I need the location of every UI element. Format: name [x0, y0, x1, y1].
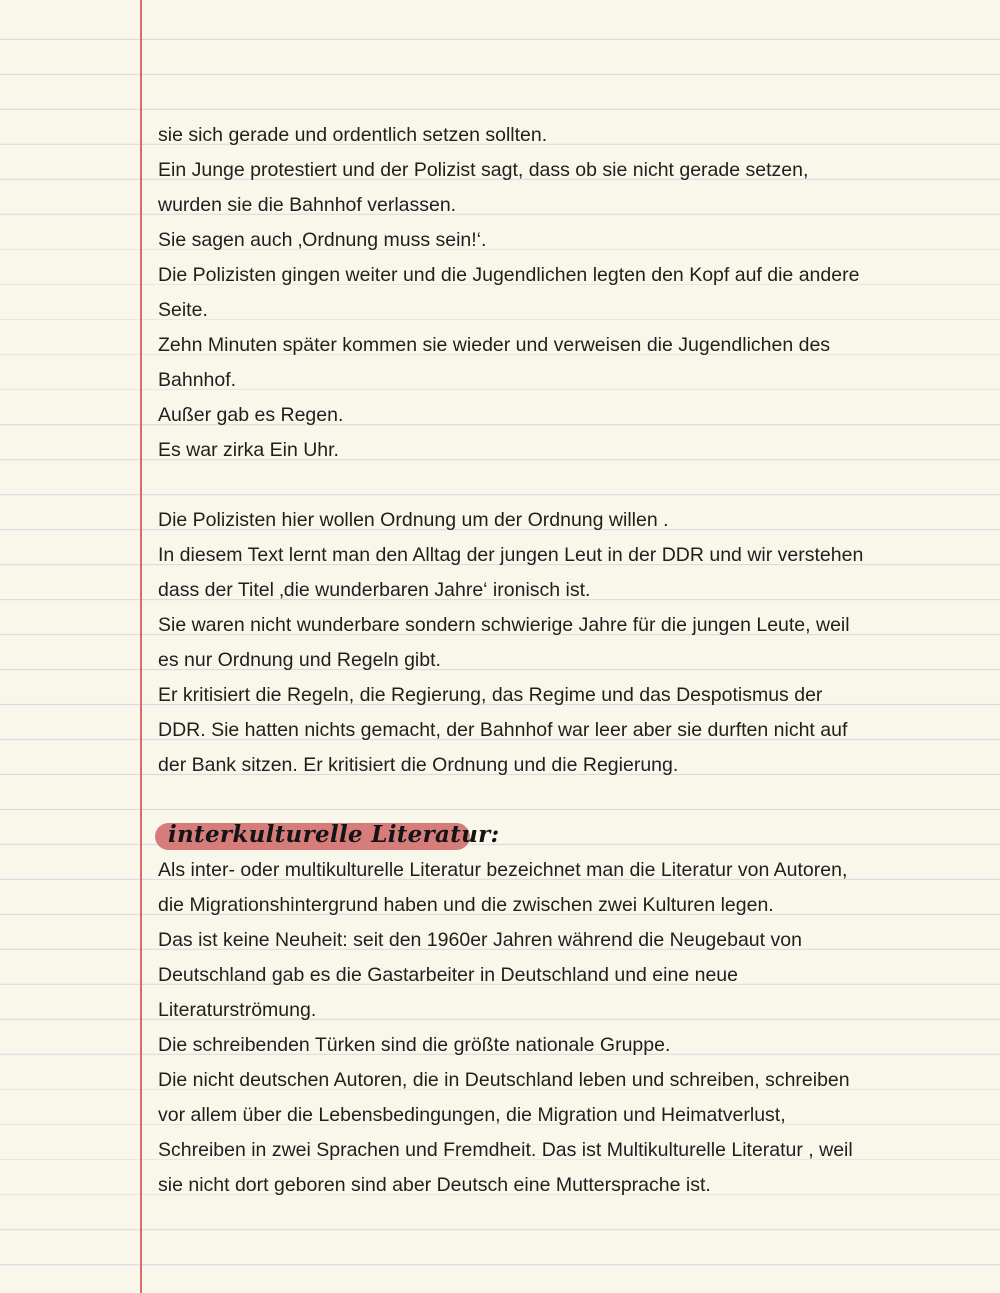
text-line: der Bank sitzen. Er kritisiert die Ordnung und die Regierung. — [158, 754, 679, 776]
blank-line — [158, 468, 958, 503]
text-line: Seite. — [158, 299, 208, 321]
text-line: sie nicht dort geboren sind aber Deutsch eine Muttersprache ist. — [158, 1174, 711, 1196]
text-line: Die schreibenden Türken sind die größte nationale Gruppe. — [158, 1034, 671, 1056]
heading-text: interkulturelle Literatur: — [168, 821, 500, 848]
text-line: Die nicht deutschen Autoren, die in Deutschland leben und schreiben, schreiben — [158, 1069, 850, 1091]
paragraph-interpretation — [158, 503, 958, 783]
text-line: Schreiben in zwei Sprachen und Fremdheit. Das ist Multikulturelle Literatur , weil — [158, 1139, 853, 1161]
text-line: Außer gab es Regen. — [158, 404, 344, 426]
text-line: Sie waren nicht wunderbare sondern schwierige Jahre für die jungen Leute, weil — [158, 614, 850, 636]
text-line: Literaturströmung. — [158, 999, 317, 1021]
text-line: Die Polizisten hier wollen Ordnung um der Ordnung willen . — [158, 509, 669, 531]
text-line: vor allem über die Lebensbedingungen, die Migration und Heimatverlust, — [158, 1104, 786, 1126]
text-line: dass der Titel ‚die wunderbaren Jahre‘ ironisch ist. — [158, 579, 591, 601]
text-line: Er kritisiert die Regeln, die Regierung, das Regime und das Despotismus der — [158, 684, 823, 706]
text-line: Die Polizisten gingen weiter und die Jugendlichen legten den Kopf auf die andere — [158, 264, 860, 286]
text-line: Es war zirka Ein Uhr. — [158, 439, 339, 461]
text-line: wurden sie die Bahnhof verlassen. — [158, 194, 457, 216]
text-line: Als inter- oder multikulturelle Literatur bezeichnet man die Literatur von Autoren, — [158, 859, 848, 881]
text-line: es nur Ordnung und Regeln gibt. — [158, 649, 441, 671]
text-line: Sie sagen auch ‚Ordnung muss sein!‘. — [158, 229, 487, 251]
text-line: Das ist keine Neuheit: seit den 1960er Jahren während die Neugebaut von — [158, 929, 802, 951]
text-line: Ein Junge protestiert und der Polizist sagt, dass ob sie nicht gerade setzen, — [158, 159, 809, 181]
margin-line — [140, 0, 142, 1293]
paragraph-intercultural-literature — [158, 853, 958, 1203]
section-heading — [158, 818, 958, 853]
blank-line — [158, 783, 958, 818]
notes-body — [158, 118, 958, 1203]
text-line: DDR. Sie hatten nichts gemacht, der Bahnhof war leer aber sie durften nicht auf — [158, 719, 848, 741]
text-line: sie sich gerade und ordentlich setzen sollten. — [158, 124, 548, 146]
text-line: Deutschland gab es die Gastarbeiter in Deutschland und eine neue — [158, 964, 738, 986]
text-line: die Migrationshintergrund haben und die zwischen zwei Kulturen legen. — [158, 894, 774, 916]
text-line: Zehn Minuten später kommen sie wieder und verweisen die Jugendlichen des — [158, 334, 831, 356]
text-line: In diesem Text lernt man den Alltag der jungen Leut in der DDR und wir verstehen — [158, 544, 864, 566]
text-line: Bahnhof. — [158, 369, 237, 391]
paragraph-police-scene — [158, 118, 958, 468]
